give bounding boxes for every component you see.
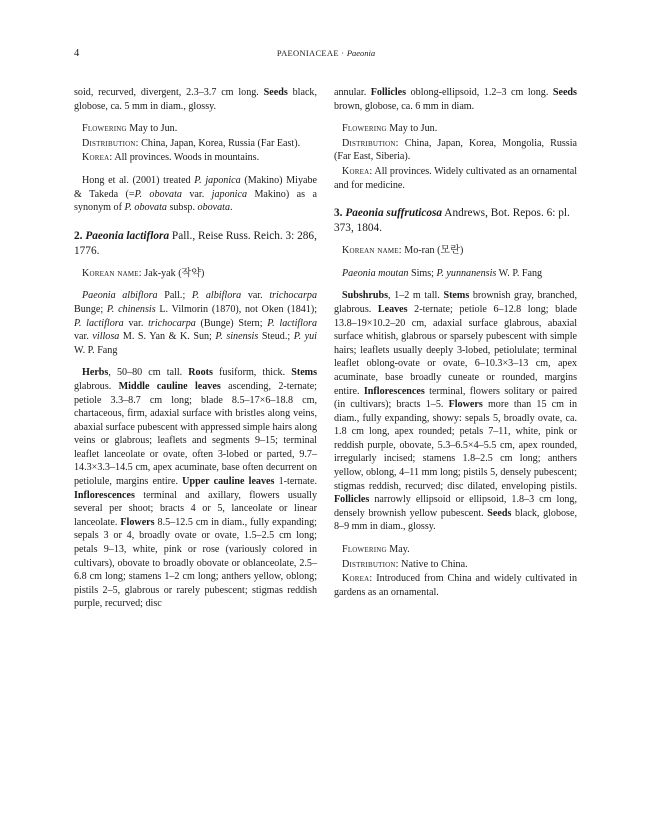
distribution-line: Distribution: China, Japan, Korea, Russia (Far East). (82, 137, 301, 149)
text-run: brown, globose, ca. 6 mm in diam. (334, 100, 475, 112)
taxon-name: P. lactiflora (267, 317, 318, 329)
bold-term: Upper cauline leaves (182, 476, 275, 488)
species-3-synonyms (334, 267, 577, 281)
text-run: black, globose, 8–9 mm in diam., glossy. (334, 507, 577, 533)
taxon-name: trichocarpa (148, 317, 196, 329)
taxon-name: Paeonia moutan (342, 267, 409, 279)
korea-line: Korea: All provinces. Woods in mountains. (82, 152, 260, 164)
text-run: Bunge; (74, 303, 107, 315)
korea-line: Korea: Introduced from China and widely cultivated in gardens as an ornamental. (334, 573, 577, 598)
species-1-metadata (74, 122, 317, 165)
text-run: Pall.; (157, 290, 192, 302)
text-run: W. P. Fang (74, 344, 118, 356)
species-3-description (334, 289, 577, 534)
taxon-name: P. sinensis (215, 331, 259, 343)
distribution-line: Distribution: China, Japan, Korea, Mongolia, Russia (Far East, Siberia). (334, 137, 578, 163)
text-run: , 1–2 m tall. (388, 290, 444, 302)
species-2-description (74, 366, 317, 611)
taxonomic-note: Hong et al. (2001) treated P. japonica (Makino) Miyabe & Takeda (=P. obovata var. japonica Makino) as a synonym of P. obovata subsp. obovata. (74, 174, 318, 214)
flowering-line: Flowering May. (342, 544, 410, 556)
distribution-line: Distribution: Native to China. (342, 558, 468, 570)
text-run: (Bunge) Stern; (195, 317, 268, 329)
text-run: more than 15 cm in diam., fully expanding, showy: sepals 5, broadly ovate, ca. 1.8 cm long, apex rounded; petals 7–11, white, pink or reddish purple, obovate, 5.3–6.5×4–5.5 cm, apex rounded, irregularly incised; stamens 1.8–2.5 cm long; anthers yellow, oblong, 4–11 mm long; pistils 5, densely pubescent; stigmas reddish, recurved; disc dilated, enveloping pistils. (334, 399, 578, 492)
text-run: narrowly ellipsoid or ellipsoid, 1.8–3 cm long, densely brownish yellow pubescent. (334, 494, 577, 519)
text-run: var. (74, 331, 93, 343)
species-3-metadata (334, 543, 577, 599)
text-run: 8.5–12.5 cm in diam., fully expanding; sepals 3 or 4, broadly ovate or ovate, 1.5–2.5 cm long; petals 9–13, white, pink or rose (variously colored in cultivars), obovate to broadly obovate or oblanceolate, 2.5–6.8 cm long; stamens 1–2 cm long; anthers yellow, oblong; pistils 2–5, glabrous or rarely pubescent; stigmas reddish purple, recurved; disc (74, 516, 317, 610)
right-column (334, 86, 577, 608)
korea-line: Korea: All provinces. Widely cultivated as an ornamental and for medicine. (334, 165, 578, 191)
bold-term: Follicles (334, 494, 370, 506)
taxon-name: P. yui (293, 331, 317, 343)
bold-term: Follicles (370, 87, 407, 98)
text-run: glabrous. (74, 380, 119, 392)
bold-term: Inflorescences (74, 489, 135, 501)
left-column (74, 86, 317, 620)
running-head-genus: Paeonia (346, 48, 376, 58)
taxon-name: villosa (92, 331, 120, 343)
text-run: ascending, 2-ternate; petiole 3.3–8.7 cm long; blade 8.5–17×6–18.8 cm, chartaceous, firm, adaxial surface with bristles along veins, abaxial surface pubescent with appressed simple hairs along veins or glabrous; leaflets and segments 9–15; terminal leaflet lanceolate or ovate, often 3-lobed or parted, 9.7–14.3×3.3–14.5 cm, apex acuminate, base often decurrent on petiolule, margins entire. (74, 380, 318, 488)
species-3-heading: 3. Paeonia suffruticosa Andrews, Bot. Repos. 6: pl. 373, 1804. (334, 207, 570, 235)
text-run: fusiform, thick. (212, 367, 292, 379)
bold-term: Flowers (448, 399, 483, 411)
text-run: Sims; (408, 267, 437, 279)
text-run: M. S. Yan & K. Sun; (119, 331, 216, 343)
running-head-family: PAEONIACEAE · (276, 48, 345, 58)
species-3-korean-name: Korean name: Mo-ran (모란) (342, 245, 464, 257)
taxon-name: P. chinensis (106, 303, 156, 315)
bold-term: Inflorescences (363, 385, 425, 397)
text-run: var. (123, 317, 149, 329)
text-run: oblong-ellipsoid, 1.2–3 cm long. (406, 87, 553, 98)
bold-term: Leaves (377, 303, 408, 315)
flowering-line: Flowering May to Jun. (82, 123, 178, 135)
bold-term: Middle cauline leaves (118, 380, 221, 392)
bold-term: Seeds (552, 87, 577, 98)
text-run: 2-ternate; petiole 6–12.8 long; blade 13.8–19×10.2–20 cm, adaxial surface glabrous, abaxial surface whitish, glabrous or sparsely pubescent with simple hairs; leaflets usually deeply 3-lobed, petiolulate; terminal leaflet oblong-ovate or ovate, 6–10.3×3–13 cm, apex acuminate, base broadly cuneate or rounded, margins entire. (334, 303, 577, 397)
continued-description: soid, recurved, divergent, 2.3–3.7 cm long. Seeds black, globose, ca. 5 mm in diam., glossy. (74, 87, 317, 112)
flowering-line: Flowering May to Jun. (342, 123, 438, 135)
bold-term: Herbs (82, 367, 109, 379)
bold-term: Seeds (487, 507, 512, 519)
species-2-heading: 2. Paeonia lactiflora Pall., Reise Russ. Reich. 3: 286, 1776. (74, 229, 317, 257)
text-run: brownish gray, branched, glabrous. (334, 290, 577, 315)
text-run: L. Vilmorin (1870), not Oken (1841); (155, 303, 317, 315)
text-run: , 50–80 cm tall. (108, 367, 189, 379)
species-2-metadata (334, 122, 577, 192)
species-2-korean-name: Korean name: Jak-yak (작약) (82, 267, 205, 279)
text-run: terminal and axillary, flowers usually several per shoot; bracts 4 or 5, lanceolate or linear lanceolate. (74, 489, 317, 528)
taxon-name: P. lactiflora (74, 317, 124, 329)
bold-term: Subshrubs (342, 290, 389, 302)
bold-term: Roots (188, 367, 213, 379)
species-2-synonyms (74, 289, 317, 357)
taxon-name: P. yunnanensis (436, 267, 497, 279)
text-run: W. P. Fang (496, 267, 543, 279)
text-run: Steud.; (258, 331, 294, 343)
taxon-name: P. albiflora (191, 290, 242, 302)
text-run: annular. (334, 87, 371, 98)
text-run: var. (241, 290, 270, 302)
running-header (0, 48, 652, 58)
taxon-name: Paeonia albiflora (82, 290, 158, 302)
text-run: terminal, flowers solitary or paired (in cultivars); bracts 1–5. (334, 385, 577, 411)
bold-term: Flowers (120, 516, 155, 528)
taxon-name: trichocarpa (269, 290, 317, 302)
bold-term: Stems (443, 290, 470, 302)
species-2-description-continued (334, 86, 577, 113)
page-number: 4 (74, 48, 80, 59)
bold-term: Stems (291, 367, 318, 379)
text-run: 1-ternate. (274, 476, 317, 488)
